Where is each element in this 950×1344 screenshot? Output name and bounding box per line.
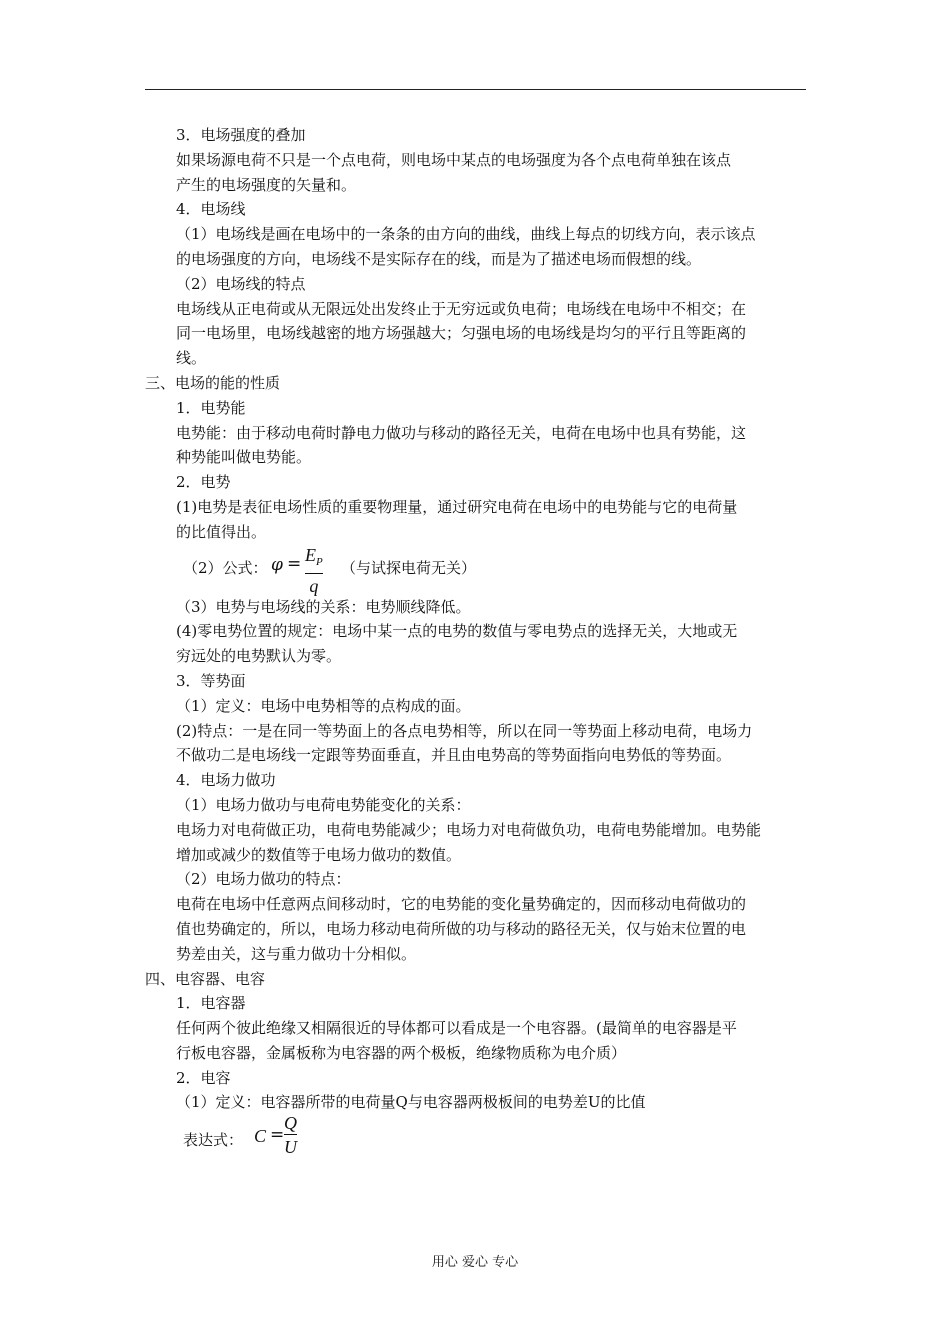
text-line: 同一电场里，电场线越密的地方场强越大；匀强电场的电场线是均匀的平行且等距离的 — [176, 324, 747, 343]
text-line: 电场线从正电荷或从无限远处出发终止于无穷远或负电荷；电场线在电场中不相交；在 — [176, 299, 747, 318]
text-line: （1）定义：电容器所带的电荷量Q与电容器两极板间的电势差U的比值 — [176, 1093, 646, 1112]
text-line: 不做功二是电场线一定跟等势面垂直，并且由电势高的等势面指向电势低的等势面。 — [176, 746, 732, 765]
potential-formula — [145, 545, 806, 595]
fraction-numerator: $E_P$ — [305, 544, 323, 568]
text-line: 2．电势 — [176, 473, 231, 492]
header-rule — [145, 89, 806, 90]
text-line: （2）电场力做功的特点： — [176, 870, 351, 889]
text-line: (2)特点：一是在同一等势面上的各点电势相等，所以在同一等势面上移动电荷，电场力 — [176, 721, 753, 740]
text-block-b — [145, 595, 806, 1116]
text-line: 任何两个彼此绝缘又相隔很近的导体都可以看成是一个电容器。(最简单的电容器是平 — [176, 1019, 737, 1038]
text-line: (1)电势是表征电场性质的重要物理量，通过研究电荷在电场中的电势能与它的电荷量 — [176, 497, 738, 516]
text-line: 线。 — [176, 349, 207, 368]
text-line: 2．电容 — [176, 1068, 231, 1087]
fraction-denominator: U — [284, 1137, 297, 1158]
text-line: 如果场源电荷不只是一个点电荷，则电场中某点的电场强度为各个点电荷单独在该点 — [176, 150, 732, 169]
formula-label: （2）公式： — [183, 558, 268, 577]
text-line: 的电场强度的方向，电场线不是实际存在的线，而是为了描述电场而假想的线。 — [176, 249, 702, 268]
formula-note: （与试探电荷无关） — [341, 558, 477, 577]
text-line: 4．电场力做功 — [176, 771, 276, 790]
text-line: 3．等势面 — [176, 671, 246, 690]
formula-fraction — [284, 1113, 297, 1157]
text-line: 增加或减少的数值等于电场力做功的数值。 — [176, 845, 462, 864]
text-block-a — [145, 123, 806, 545]
text-line: （2）电场线的特点 — [176, 274, 306, 293]
text-line: 4．电场线 — [176, 200, 246, 219]
fraction-numerator: Q — [284, 1113, 297, 1134]
text-line: 行板电容器，金属板称为电容器的两个极板，绝缘物质称为电介质） — [176, 1043, 627, 1062]
text-line: （1）电场力做功与电荷电势能变化的关系： — [176, 795, 471, 814]
capacitance-formula — [145, 1115, 806, 1165]
formula-equals: = — [270, 1125, 285, 1146]
document-body — [145, 123, 806, 1165]
text-line: 电荷在电场中任意两点间移动时，它的电势能的变化量势确定的，因而移动电荷做功的 — [176, 895, 747, 914]
fraction-bar — [284, 1134, 297, 1135]
formula-fraction — [305, 545, 323, 596]
text-line: 穷远处的电势默认为零。 — [176, 647, 342, 666]
section-heading: 三、电场的能的性质 — [145, 373, 281, 392]
text-line: (4)零电势位置的规定：电场中某一点的电势的数值与零电势点的选择无关，大地或无 — [176, 622, 738, 641]
text-line: 1．电势能 — [176, 398, 246, 417]
text-line: 电势能：由于移动电荷时静电力做功与移动的路径无关，电荷在电场中也具有势能，这 — [176, 423, 747, 442]
formula-lhs: C — [254, 1126, 267, 1147]
text-line: （1）电场线是画在电场中的一条条的由方向的曲线，曲线上每点的切线方向，表示该点 — [176, 225, 756, 244]
page-footer: 用心 爱心 专心 — [431, 1255, 519, 1270]
text-line: （3）电势与电场线的关系：电势顺线降低。 — [176, 597, 471, 616]
fraction-bar — [305, 573, 323, 574]
text-line: 3．电场强度的叠加 — [176, 126, 306, 144]
formula-lhs: φ — [271, 554, 283, 575]
text-line: 值也势确定的，所以，电场力移动电荷所做的功与移动的路径无关，仅与始末位置的电 — [176, 919, 747, 938]
text-line: （1）定义：电场中电势相等的点构成的面。 — [176, 696, 471, 715]
formula-equals: = — [287, 553, 302, 574]
section-heading: 四、电容器、电容 — [145, 969, 266, 988]
fraction-denominator: q — [309, 575, 319, 596]
text-line: 电场力对电荷做正功，电荷电势能减少；电场力对电荷做负功，电荷电势能增加。电势能 — [176, 820, 762, 839]
text-line: 产生的电场强度的矢量和。 — [176, 175, 357, 194]
formula-label: 表达式： — [183, 1131, 244, 1150]
text-line: 势差由关，这与重力做功十分相似。 — [176, 944, 417, 963]
text-line: 的比值得出。 — [176, 522, 267, 541]
text-line: 1．电容器 — [176, 994, 246, 1013]
text-line: 种势能叫做电势能。 — [176, 448, 312, 467]
